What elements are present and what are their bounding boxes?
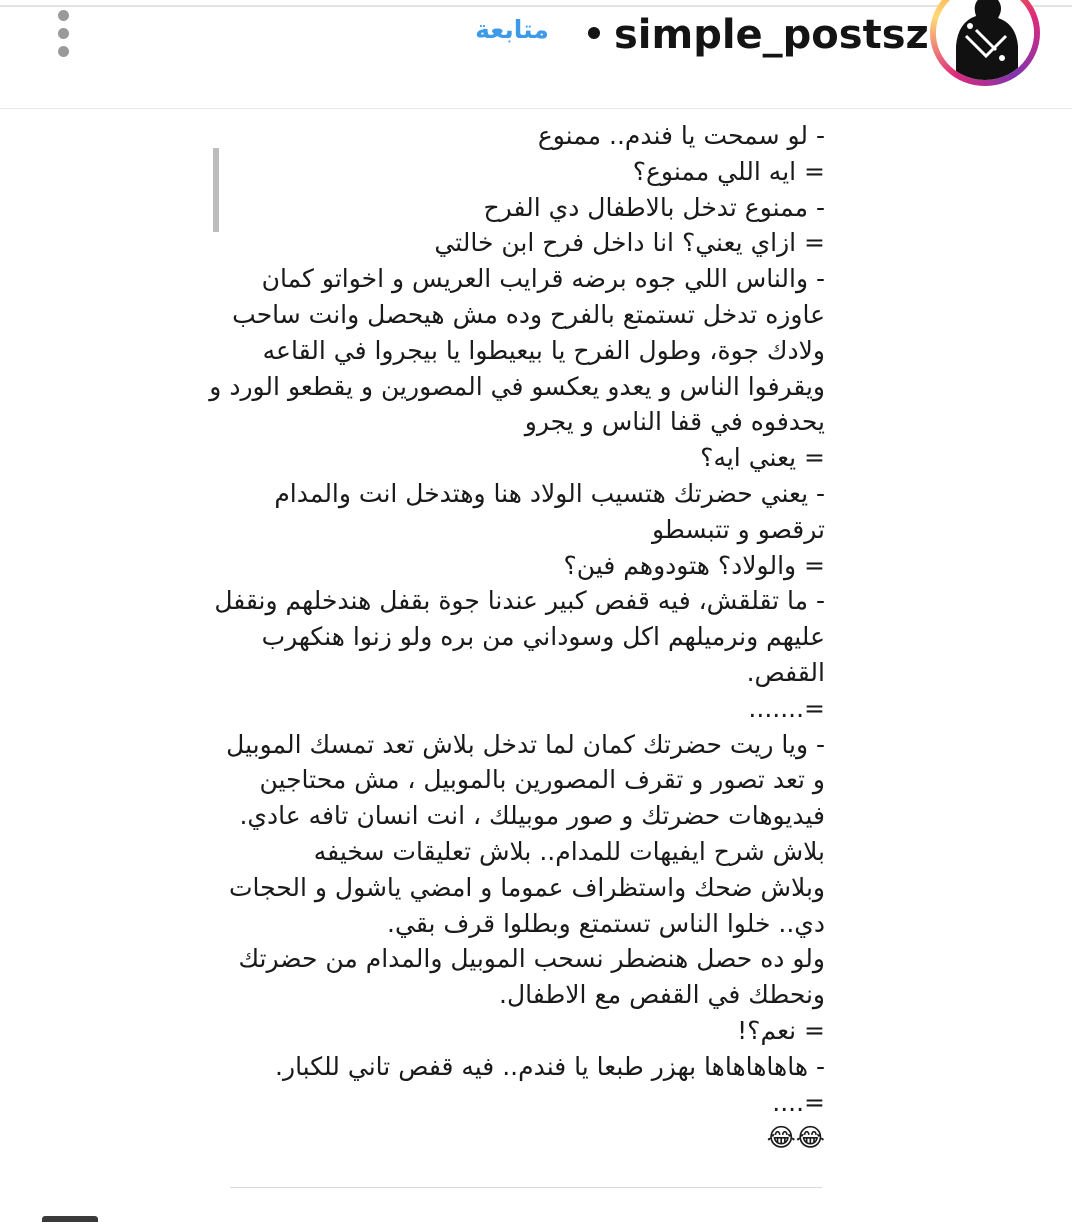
more-dot	[58, 28, 69, 39]
post-line: ويقرفوا الناس و يعدو يعكسو في المصورين و يقطعو الورد و	[209, 371, 825, 401]
post-line: - ويا ريت حضرتك كمان لما تدخل بلاش تعد تمسك الموبيل	[226, 729, 825, 759]
header-divider	[0, 5, 1072, 7]
more-vertical-icon[interactable]	[52, 10, 76, 60]
post-line: = ازاي يعني؟ انا داخل فرح ابن خالتي	[434, 228, 825, 258]
post-line: ونحطك في القفص مع الاطفال.	[499, 980, 825, 1010]
post-line: فيديوهات حضرتك و صور موبيلك ، انت انسان تافه عادي.	[239, 801, 825, 831]
post-line: ولو ده حصل هنضطر نسحب الموبيل والمدام من حضرتك	[238, 944, 825, 974]
post-line: بلاش شرح ايفيهات للمدام.. بلاش تعليقات سخيفه	[313, 836, 825, 866]
more-dot	[58, 46, 69, 57]
post-line: عليهم ونرميلهم اكل وسوداني من بره ولو زنوا هنكهرب	[261, 622, 825, 652]
post-line: = والولاد؟ هتودوهم فين؟	[563, 550, 825, 580]
username-text: simple_postsz	[614, 12, 929, 58]
avatar-image	[936, 0, 1034, 80]
post-divider	[230, 1187, 822, 1188]
post-line: - ممنوع تدخل بالاطفال دي الفرح	[483, 192, 825, 222]
bottom-bar-edge	[42, 1216, 98, 1222]
post-text	[209, 118, 825, 1178]
follow-button[interactable]: متابعة	[475, 15, 549, 44]
post-line: ترقصو و تتبسطو	[651, 514, 825, 544]
post-line: عاوزه تدخل تستمتع بالفرح وده مش هيحصل وانت ساحب	[232, 299, 825, 329]
scroll-indicator	[213, 148, 219, 232]
username-link[interactable]	[588, 8, 929, 62]
separator-dot	[588, 27, 600, 39]
post-line: - لو سمحت يا فندم.. ممنوع	[537, 121, 825, 150]
post-line: وبلاش ضحك واستظراف عموما و امضي ياشول و الحجات	[228, 872, 825, 902]
post-line: =.......	[748, 693, 825, 723]
post-line: 😂😂	[766, 1123, 825, 1153]
avatar[interactable]	[930, 0, 1040, 86]
post-line: =....	[772, 1087, 825, 1117]
post-header	[0, 0, 1072, 109]
post-line: و تعد تصور و تقرف المصورين بالموبيل ، مش محتاجين	[259, 765, 825, 795]
post-line: = ايه اللي ممنوع؟	[632, 156, 825, 186]
post-line: القفص.	[746, 657, 825, 687]
post-line: - هاهاهاهاها بهزر طبعا يا فندم.. فيه قفص تاني للكبار.	[275, 1051, 825, 1081]
post-line: دي.. خلوا الناس تستمتع وبطلوا قرف بقي.	[387, 908, 825, 938]
post-line: يحدفوه في قفا الناس و يجرو	[524, 407, 825, 437]
post-line: ولادك جوة، وطول الفرح يا بيعيطوا يا بيجروا في القاعه	[262, 335, 825, 365]
post-image	[209, 112, 845, 1192]
post-line: = يعني ايه؟	[700, 443, 825, 473]
post-line: - ما تقلقش، فيه قفص كبير عندنا جوة بقفل هندخلهم ونقفل	[214, 586, 825, 616]
post-line: - يعني حضرتك هتسيب الولاد هنا وهتدخل انت والمدام	[274, 478, 825, 508]
post-line: - والناس اللي جوه برضه قرايب العريس و اخواتو كمان	[261, 264, 825, 294]
more-dot	[58, 10, 69, 21]
post-line: = نعم؟!	[737, 1015, 825, 1045]
